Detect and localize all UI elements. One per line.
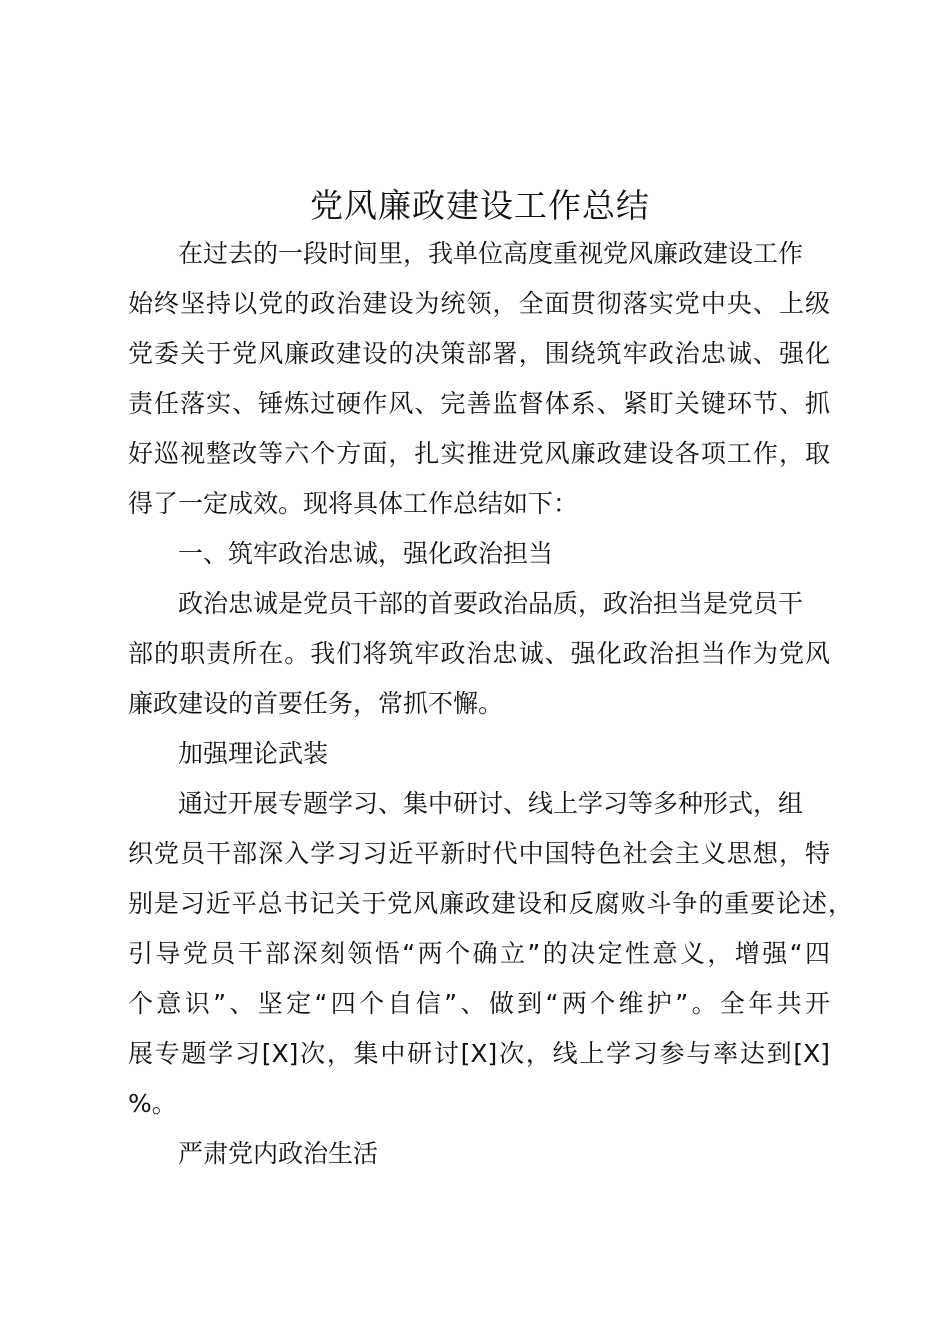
paragraph-line: 织党员干部深入学习习近平新时代中国特色社会主义思想，特 [128, 839, 830, 868]
paragraph-line: 别是习近平总书记关于党风廉政建设和反腐败斗争的重要论述， [128, 889, 853, 918]
paragraph-line: 廉政建设的首要任务，常抓不懈。 [128, 689, 504, 718]
paragraph-line: 党委关于党风廉政建设的决策部署，围绕筑牢政治忠诚、强化 [128, 339, 830, 368]
paragraph-line: 好巡视整改等六个方面，扎实推进党风廉政建设各项工作，取 [128, 439, 830, 468]
paragraph-line: 部的职责所在。我们将筑牢政治忠诚、强化政治担当作为党风 [128, 639, 830, 668]
paragraph-line: 始终坚持以党的政治建设为统领，全面贯彻落实党中央、上级 [128, 289, 830, 318]
paragraph-line: 引导党员干部深刻领悟“两个确立”的决定性意义，增强“四 [128, 939, 830, 968]
paragraph-line: 在过去的一段时间里，我单位高度重视党风廉政建设工作 [178, 239, 804, 268]
subsection-heading: 严肃党内政治生活 [178, 1139, 379, 1168]
paragraph-line: 通过开展专题学习、集中研讨、线上学习等多种形式，组 [178, 789, 804, 818]
subsection-heading: 加强理论武装 [178, 739, 329, 768]
paragraph-line: 展专题学习[X]次，集中研讨[X]次，线上学习参与率达到[X] [128, 1039, 830, 1068]
paragraph-line: 得了一定成效。现将具体工作总结如下： [128, 489, 579, 518]
paragraph-line: 政治忠诚是党员干部的首要政治品质，政治担当是党员干 [178, 589, 804, 618]
document-title: 党风廉政建设工作总结 [310, 186, 650, 225]
paragraph-line: 个意识”、坚定“四个自信”、做到“两个维护”。全年共开 [128, 989, 830, 1018]
paragraph-line: %。 [128, 1089, 177, 1118]
paragraph-line: 责任落实、锤炼过硬作风、完善监督体系、紧盯关键环节、抓 [128, 389, 830, 418]
section-heading: 一、筑牢政治忠诚，强化政治担当 [178, 539, 554, 568]
